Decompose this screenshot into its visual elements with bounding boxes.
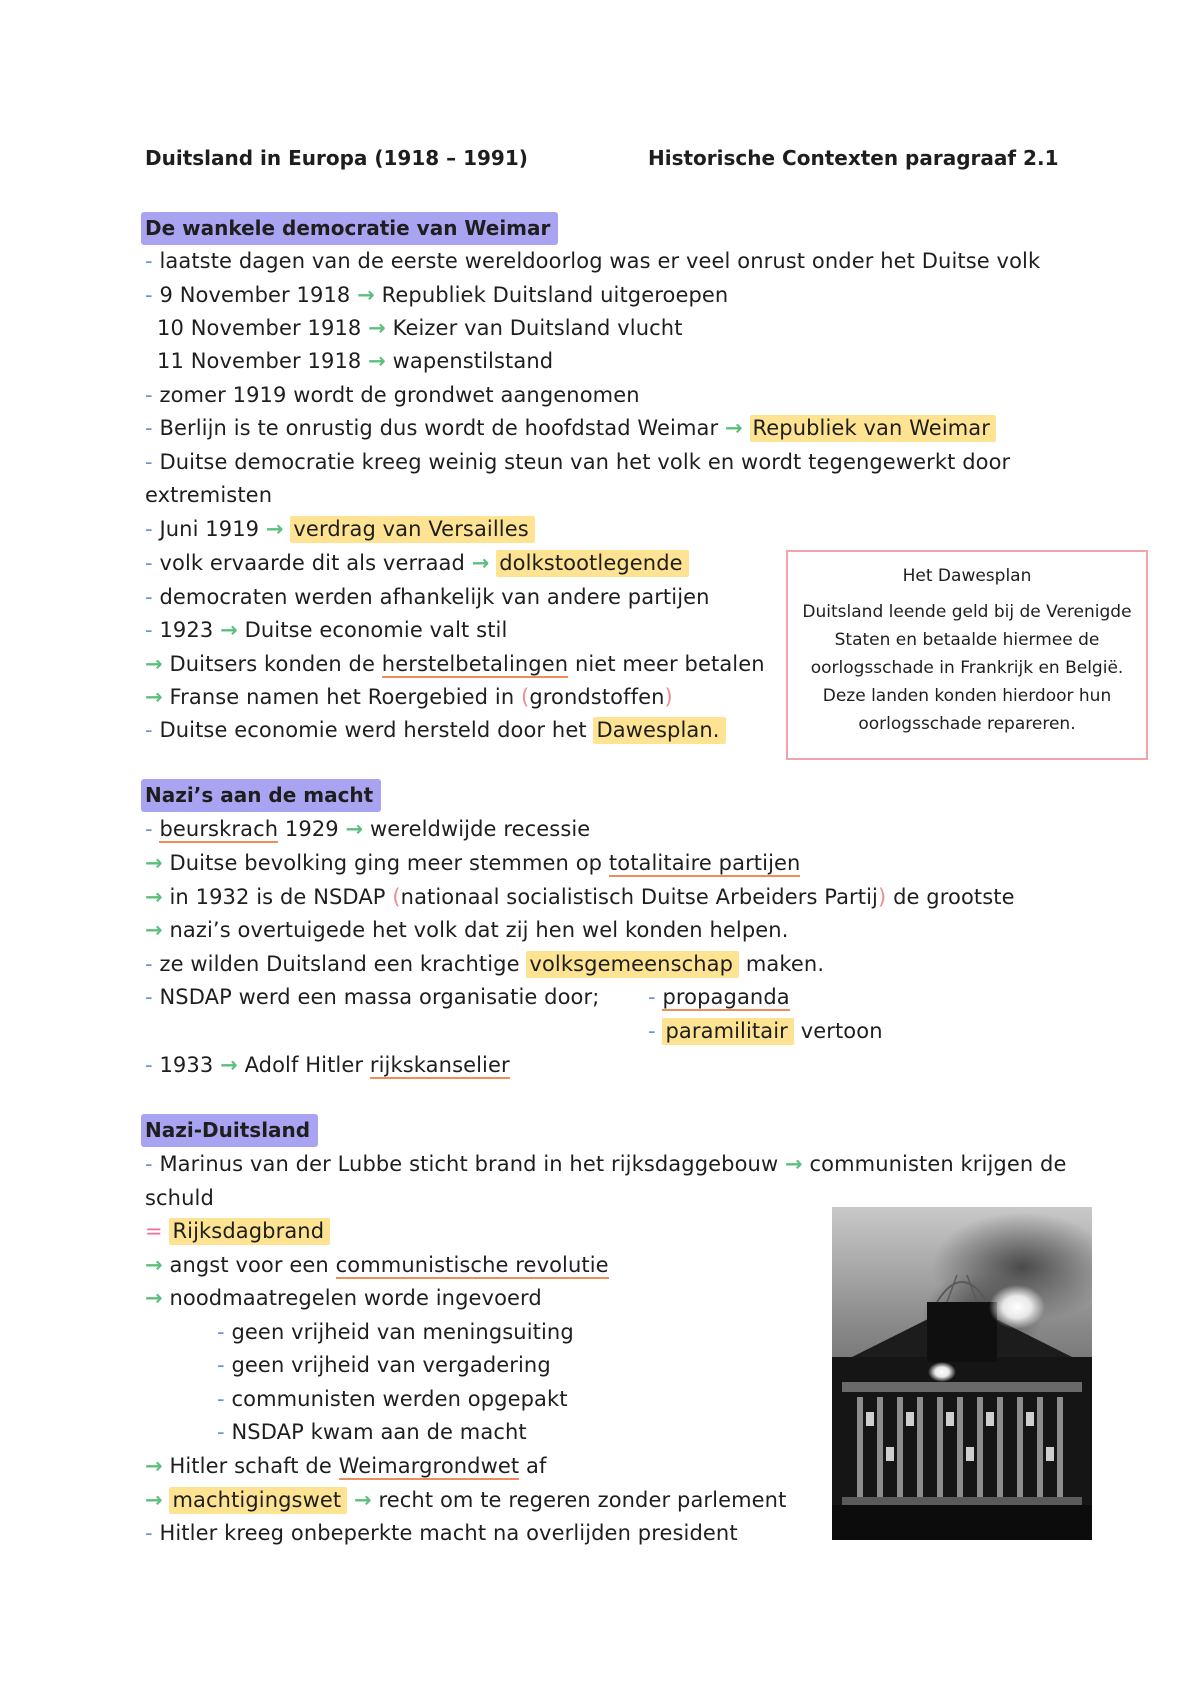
document-subtitle: Historische Contexten paragraaf 2.1	[648, 146, 1059, 170]
document-title: Duitsland in Europa (1918 – 1991)	[145, 146, 528, 170]
arrow-icon: →	[145, 652, 163, 676]
highlighted-term: dolkstootlegende	[496, 550, 688, 577]
list-item-continuation: extremisten	[145, 483, 273, 507]
note-line: oorlogsschade in Frankrijk en België.	[810, 658, 1124, 678]
underlined-term: totalitaire partijen	[608, 851, 801, 875]
highlighted-term: machtigingswet	[169, 1487, 347, 1514]
note-line: Staten en betaalde hiermee de	[834, 630, 1100, 650]
list-item: → in 1932 is de NSDAP (nationaal socialistisch Duitse Arbeiders Partij) de grootste	[145, 885, 1015, 909]
list-item	[145, 1217, 330, 1245]
dash-bullet: -	[145, 985, 153, 1009]
list-item: → Hitler schaft de Weimargrondwet af	[145, 1454, 547, 1478]
list-item: - Hitler kreeg onbeperkte macht na overlijden president	[145, 1521, 738, 1545]
list-item: - beurskrach 1929 → wereldwijde recessie	[145, 817, 591, 841]
list-item: - NSDAP werd een massa organisatie door;	[145, 985, 600, 1009]
dash-bullet: -	[145, 1053, 153, 1077]
list-item: → nazi’s overtuigede het volk dat zij hen wel konden helpen.	[145, 918, 789, 942]
dash-bullet: -	[145, 718, 153, 742]
reichstag-fire-photo	[832, 1207, 1092, 1540]
list-item: - Berlijn is te onrustig dus wordt de hoofdstad Weimar → Republiek van Weimar	[145, 414, 996, 442]
sub-list-item	[648, 983, 790, 1011]
sub-list-item: - communisten werden opgepakt	[217, 1387, 568, 1411]
arrow-icon: →	[145, 1286, 163, 1310]
sub-list-item: - paramilitair vertoon	[648, 1019, 883, 1043]
dash-bullet: -	[217, 1420, 225, 1444]
highlighted-term: volksgemeenschap	[526, 951, 739, 978]
list-item: - 9 November 1918 → Republiek Duitsland uitgeroepen	[145, 283, 729, 307]
dash-bullet: -	[145, 383, 153, 407]
sub-list-item: - NSDAP kwam aan de macht	[217, 1420, 527, 1444]
highlighted-term: paramilitair	[662, 1018, 793, 1045]
list-item: - democraten werden afhankelijk van andere partijen	[145, 585, 710, 609]
dash-bullet: -	[145, 249, 153, 273]
dash-bullet: -	[648, 1019, 656, 1043]
list-item: - volk ervaarde dit als verraad → dolkstootlegende	[145, 549, 689, 577]
list-item: → angst voor een communistische revolutie	[145, 1253, 609, 1277]
list-item: → noodmaatregelen worde ingevoerd	[145, 1286, 542, 1310]
dash-bullet: -	[217, 1353, 225, 1377]
dash-bullet: -	[145, 416, 153, 440]
sub-list-item: - geen vrijheid van vergadering	[217, 1353, 551, 1377]
dash-bullet: -	[217, 1320, 225, 1344]
note-title: Het Dawesplan	[902, 566, 1032, 586]
arrow-icon: →	[345, 817, 364, 841]
highlighted-term: Rijksdagbrand	[169, 1218, 330, 1245]
section-heading-weimar: De wankele democratie van Weimar	[141, 212, 558, 245]
dash-bullet: -	[145, 817, 153, 841]
underlined-term: herstelbetalingen	[381, 652, 569, 676]
arrow-icon: →	[145, 685, 163, 709]
dash-bullet: -	[145, 585, 153, 609]
list-item: → machtigingswet → recht om te regeren zonder parlement	[145, 1488, 787, 1512]
arrow-icon: →	[145, 851, 163, 875]
arrow-icon: →	[220, 618, 238, 642]
underlined-term: communistische revolutie	[335, 1253, 609, 1277]
note-line: Duitsland leende geld bij de Verenigde	[802, 602, 1132, 622]
highlighted-term: Republiek van Weimar	[750, 415, 997, 442]
underlined-term: Weimargrondwet	[338, 1454, 520, 1478]
underlined-term: rijkskanselier	[369, 1053, 510, 1077]
dash-bullet: -	[145, 1152, 153, 1176]
dash-bullet: -	[217, 1387, 225, 1411]
sub-list-item: - geen vrijheid van meningsuiting	[217, 1320, 574, 1344]
arrow-icon: →	[354, 1488, 372, 1512]
arrow-icon: →	[725, 416, 743, 440]
list-item: - 1933 → Adolf Hitler rijkskanselier	[145, 1053, 510, 1077]
highlighted-term: verdrag van Versailles	[290, 516, 534, 543]
arrow-icon: →	[265, 517, 284, 541]
dash-bullet: -	[145, 283, 153, 307]
note-line: oorlogsschade repareren.	[858, 714, 1076, 734]
list-item: → Franse namen het Roergebied in (grondstoffen)	[145, 685, 673, 709]
arrow-icon: →	[368, 316, 386, 340]
list-item: - zomer 1919 wordt de grondwet aangenomen	[145, 383, 640, 407]
arrow-icon: →	[471, 551, 490, 575]
list-item: - Marinus van der Lubbe sticht brand in het rijksdaggebouw → communisten krijgen de	[145, 1152, 1067, 1176]
arrow-icon: →	[145, 1454, 163, 1478]
underlined-term: propaganda	[662, 985, 790, 1009]
list-item: - laatste dagen van de eerste wereldoorlog was er veel onrust onder het Duitse volk	[145, 249, 1041, 273]
dash-bullet: -	[145, 1521, 153, 1545]
arrow-icon: →	[785, 1152, 803, 1176]
highlighted-term: Dawesplan.	[593, 717, 725, 744]
section-heading-nazis-in-power: Nazi’s aan de macht	[141, 779, 381, 812]
list-item: - ze wilden Duitsland een krachtige volksgemeenschap maken.	[145, 952, 825, 976]
list-item: → Duitse bevolking ging meer stemmen op totalitaire partijen	[145, 851, 801, 875]
underlined-term: beurskrach	[159, 817, 279, 841]
list-item: - Duitse economie werd hersteld door het Dawesplan.	[145, 716, 726, 744]
list-item: - 1923 → Duitse economie valt stil	[145, 618, 508, 642]
list-item: 11 November 1918 → wapenstilstand	[157, 349, 554, 373]
arrow-icon: →	[145, 885, 163, 909]
list-item: → Duitsers konden de herstelbetalingen niet meer betalen	[145, 652, 765, 676]
list-item: 10 November 1918 → Keizer van Duitsland vlucht	[157, 316, 683, 340]
arrow-icon: →	[145, 1488, 163, 1512]
equals-bullet: =	[145, 1219, 163, 1243]
section-heading-nazi-germany: Nazi-Duitsland	[141, 1114, 318, 1147]
dawesplan-note-box	[786, 550, 1148, 760]
list-item: - Duitse democratie kreeg weinig steun van het volk en wordt tegengewerkt door	[145, 450, 1011, 474]
list-item-continuation: schuld	[145, 1186, 214, 1210]
dash-bullet: -	[145, 618, 153, 642]
dash-bullet: -	[648, 985, 656, 1009]
dash-bullet: -	[145, 952, 153, 976]
arrow-icon: →	[145, 918, 163, 942]
arrow-icon: →	[220, 1053, 238, 1077]
note-line: Deze landen konden hierdoor hun	[822, 686, 1112, 706]
dash-bullet: -	[145, 450, 153, 474]
dash-bullet: -	[145, 517, 153, 541]
arrow-icon: →	[368, 349, 386, 373]
arrow-icon: →	[357, 283, 375, 307]
dash-bullet: -	[145, 551, 153, 575]
list-item: - Juni 1919 → verdrag van Versailles	[145, 515, 535, 543]
arrow-icon: →	[145, 1253, 163, 1277]
